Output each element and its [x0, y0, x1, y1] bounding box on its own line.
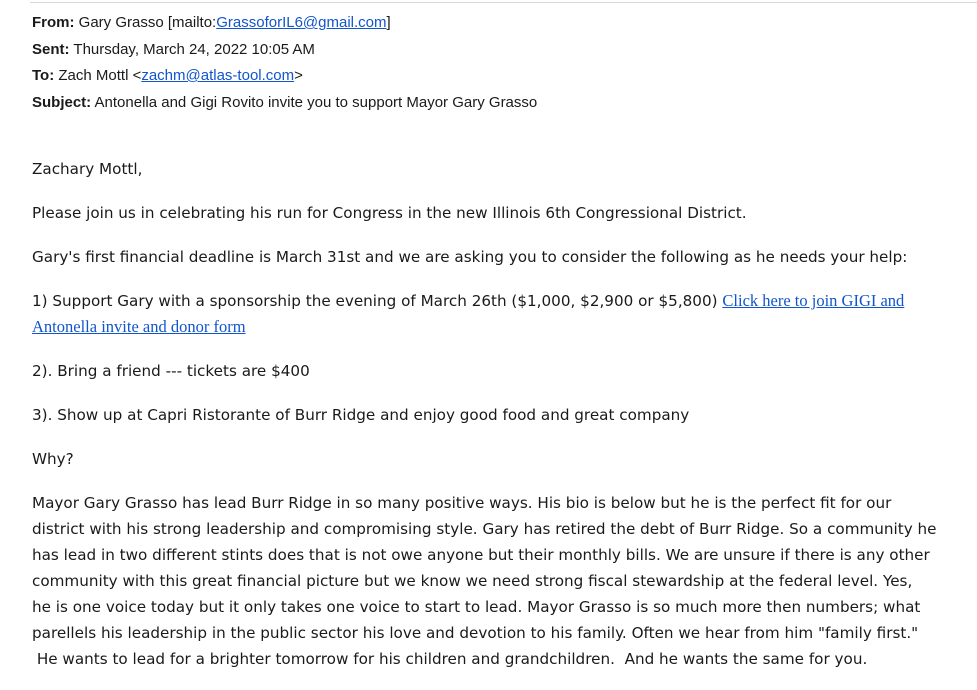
- why-line: he is one voice today but it only takes one voice to start to lead. Mayor Grasso is so much more then numbers; what: [32, 598, 921, 616]
- to-name: Zach Mottl <: [58, 67, 142, 84]
- sent-value: Thursday, March 24, 2022 10:05 AM: [73, 40, 315, 58]
- why-heading: Why?: [32, 450, 74, 468]
- paragraph-deadline: Gary's first financial deadline is March 31st and we are asking you to consider the following as he needs your help:: [32, 248, 908, 266]
- subject-row: [32, 90, 537, 117]
- donor-form-link-line2: Antonella invite and donor form: [32, 317, 246, 336]
- to-close: >: [294, 67, 303, 84]
- email-body: [32, 156, 977, 690]
- paragraph-why-answer: [32, 490, 977, 672]
- sponsorship-text: 1) Support Gary with a sponsorship the evening of March 26th ($1,000, $2,900 or $5,800): [32, 292, 723, 310]
- greeting: Zachary Mottl,: [32, 160, 143, 178]
- email-header: [32, 10, 537, 116]
- from-name: Gary Grasso [mailto:: [78, 14, 217, 31]
- sent-row: [32, 37, 537, 64]
- sent-label: Sent:: [32, 40, 70, 58]
- subject-value: Antonella and Gigi Rovito invite you to support Mayor Gary Grasso: [94, 93, 538, 111]
- from-email-link[interactable]: GrassoforIL6@gmail.com: [216, 14, 387, 31]
- from-row: [32, 10, 537, 37]
- why-line: Mayor Gary Grasso has lead Burr Ridge in so many positive ways. His bio is below but he is the perfect fit for our: [32, 494, 892, 512]
- to-row: [32, 63, 537, 90]
- top-divider: [30, 2, 977, 3]
- why-line: community with this great financial picture but we know we need strong fiscal stewardship at the federal level. Yes,: [32, 572, 913, 590]
- why-line: has lead in two different stints does that is not owe anyone but their monthly bills. We are unsure if there is any other: [32, 546, 930, 564]
- why-line: district with his strong leadership and compromising style. Gary has retired the debt of Burr Ridge. So a community he: [32, 520, 937, 538]
- to-email-link[interactable]: zachm@atlas-tool.com: [141, 67, 295, 84]
- list-item-show-up: 3). Show up at Capri Ristorante of Burr Ridge and enjoy good food and great company: [32, 406, 690, 424]
- from-close: ]: [386, 14, 391, 31]
- donor-form-link-line1: Click here to join GIGI and: [722, 291, 905, 310]
- paragraph-celebration: Please join us in celebrating his run for Congress in the new Illinois 6th Congressional District.: [32, 204, 747, 222]
- from-label: From:: [32, 14, 75, 31]
- to-label: To:: [32, 67, 55, 84]
- list-item-bring-friend: 2). Bring a friend --- tickets are $400: [32, 362, 310, 380]
- subject-label: Subject:: [32, 93, 92, 111]
- why-line: parellels his leadership in the public sector his love and devotion to his family. Often we hear from him "family first.": [32, 624, 919, 642]
- why-line: He wants to lead for a brighter tomorrow for his children and grandchildren. And he wants the same for you.: [32, 650, 868, 668]
- list-item-sponsorship: [32, 288, 977, 340]
